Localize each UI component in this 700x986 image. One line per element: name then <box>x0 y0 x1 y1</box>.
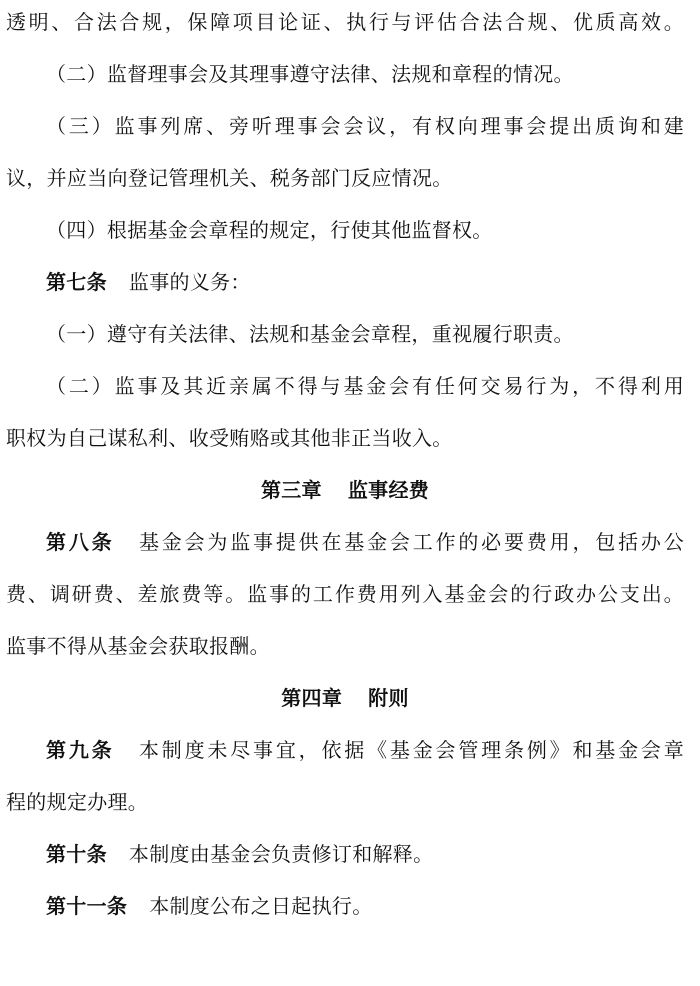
article-text: 本制度公布之日起执行。 <box>149 894 373 918</box>
article-label: 第九条 <box>46 738 115 762</box>
article-label: 第十条 <box>46 842 107 866</box>
article-10 <box>46 837 684 871</box>
chapter-number: 第四章 <box>281 686 343 710</box>
text-line: 议，并应当向登记管理机关、税务部门反应情况。 <box>6 166 453 190</box>
text-line: 监事不得从基金会获取报酬。 <box>6 634 270 658</box>
chapter-title: 附则 <box>368 686 409 710</box>
chapter-heading <box>6 681 684 715</box>
text-line: 透明、合法合规，保障项目论证、执行与评估合法合规、优质高效。 <box>6 10 684 34</box>
text-line: （二）监督理事会及其理事遵守法律、法规和章程的情况。 <box>46 62 574 86</box>
text-line: 程的规定办理。 <box>6 790 149 814</box>
article-8 <box>46 525 684 559</box>
text-line: （一）遵守有关法律、法规和基金会章程，重视履行职责。 <box>46 322 574 346</box>
text-line: （四）根据基金会章程的规定，行使其他监督权。 <box>46 218 493 242</box>
chapter-heading <box>6 473 684 507</box>
article-text: 基金会为监事提供在基金会工作的必要费用，包括办公 <box>136 530 684 554</box>
chapter-number: 第三章 <box>260 478 322 502</box>
article-9 <box>46 733 684 767</box>
text-line: 职权为自己谋私利、收受贿赂或其他非正当收入。 <box>6 426 453 450</box>
article-label: 第七条 <box>46 270 107 294</box>
article-11 <box>46 889 684 923</box>
article-text: 本制度未尽事宜，依据《基金会管理条例》和基金会章 <box>136 738 684 762</box>
text-line: （二）监事及其近亲属不得与基金会有任何交易行为，不得利用 <box>46 374 684 398</box>
text-line: 费、调研费、差旅费等。监事的工作费用列入基金会的行政办公支出。 <box>6 582 684 606</box>
chapter-title: 监事经费 <box>347 478 430 502</box>
text-line: （三）监事列席、旁听理事会会议，有权向理事会提出质询和建 <box>46 114 684 138</box>
article-text: 监事的义务： <box>128 270 251 294</box>
article-text: 本制度由基金会负责修订和解释。 <box>128 842 434 866</box>
article-label: 第十一条 <box>46 894 128 918</box>
article-label: 第八条 <box>46 530 115 554</box>
article-7 <box>46 265 684 299</box>
